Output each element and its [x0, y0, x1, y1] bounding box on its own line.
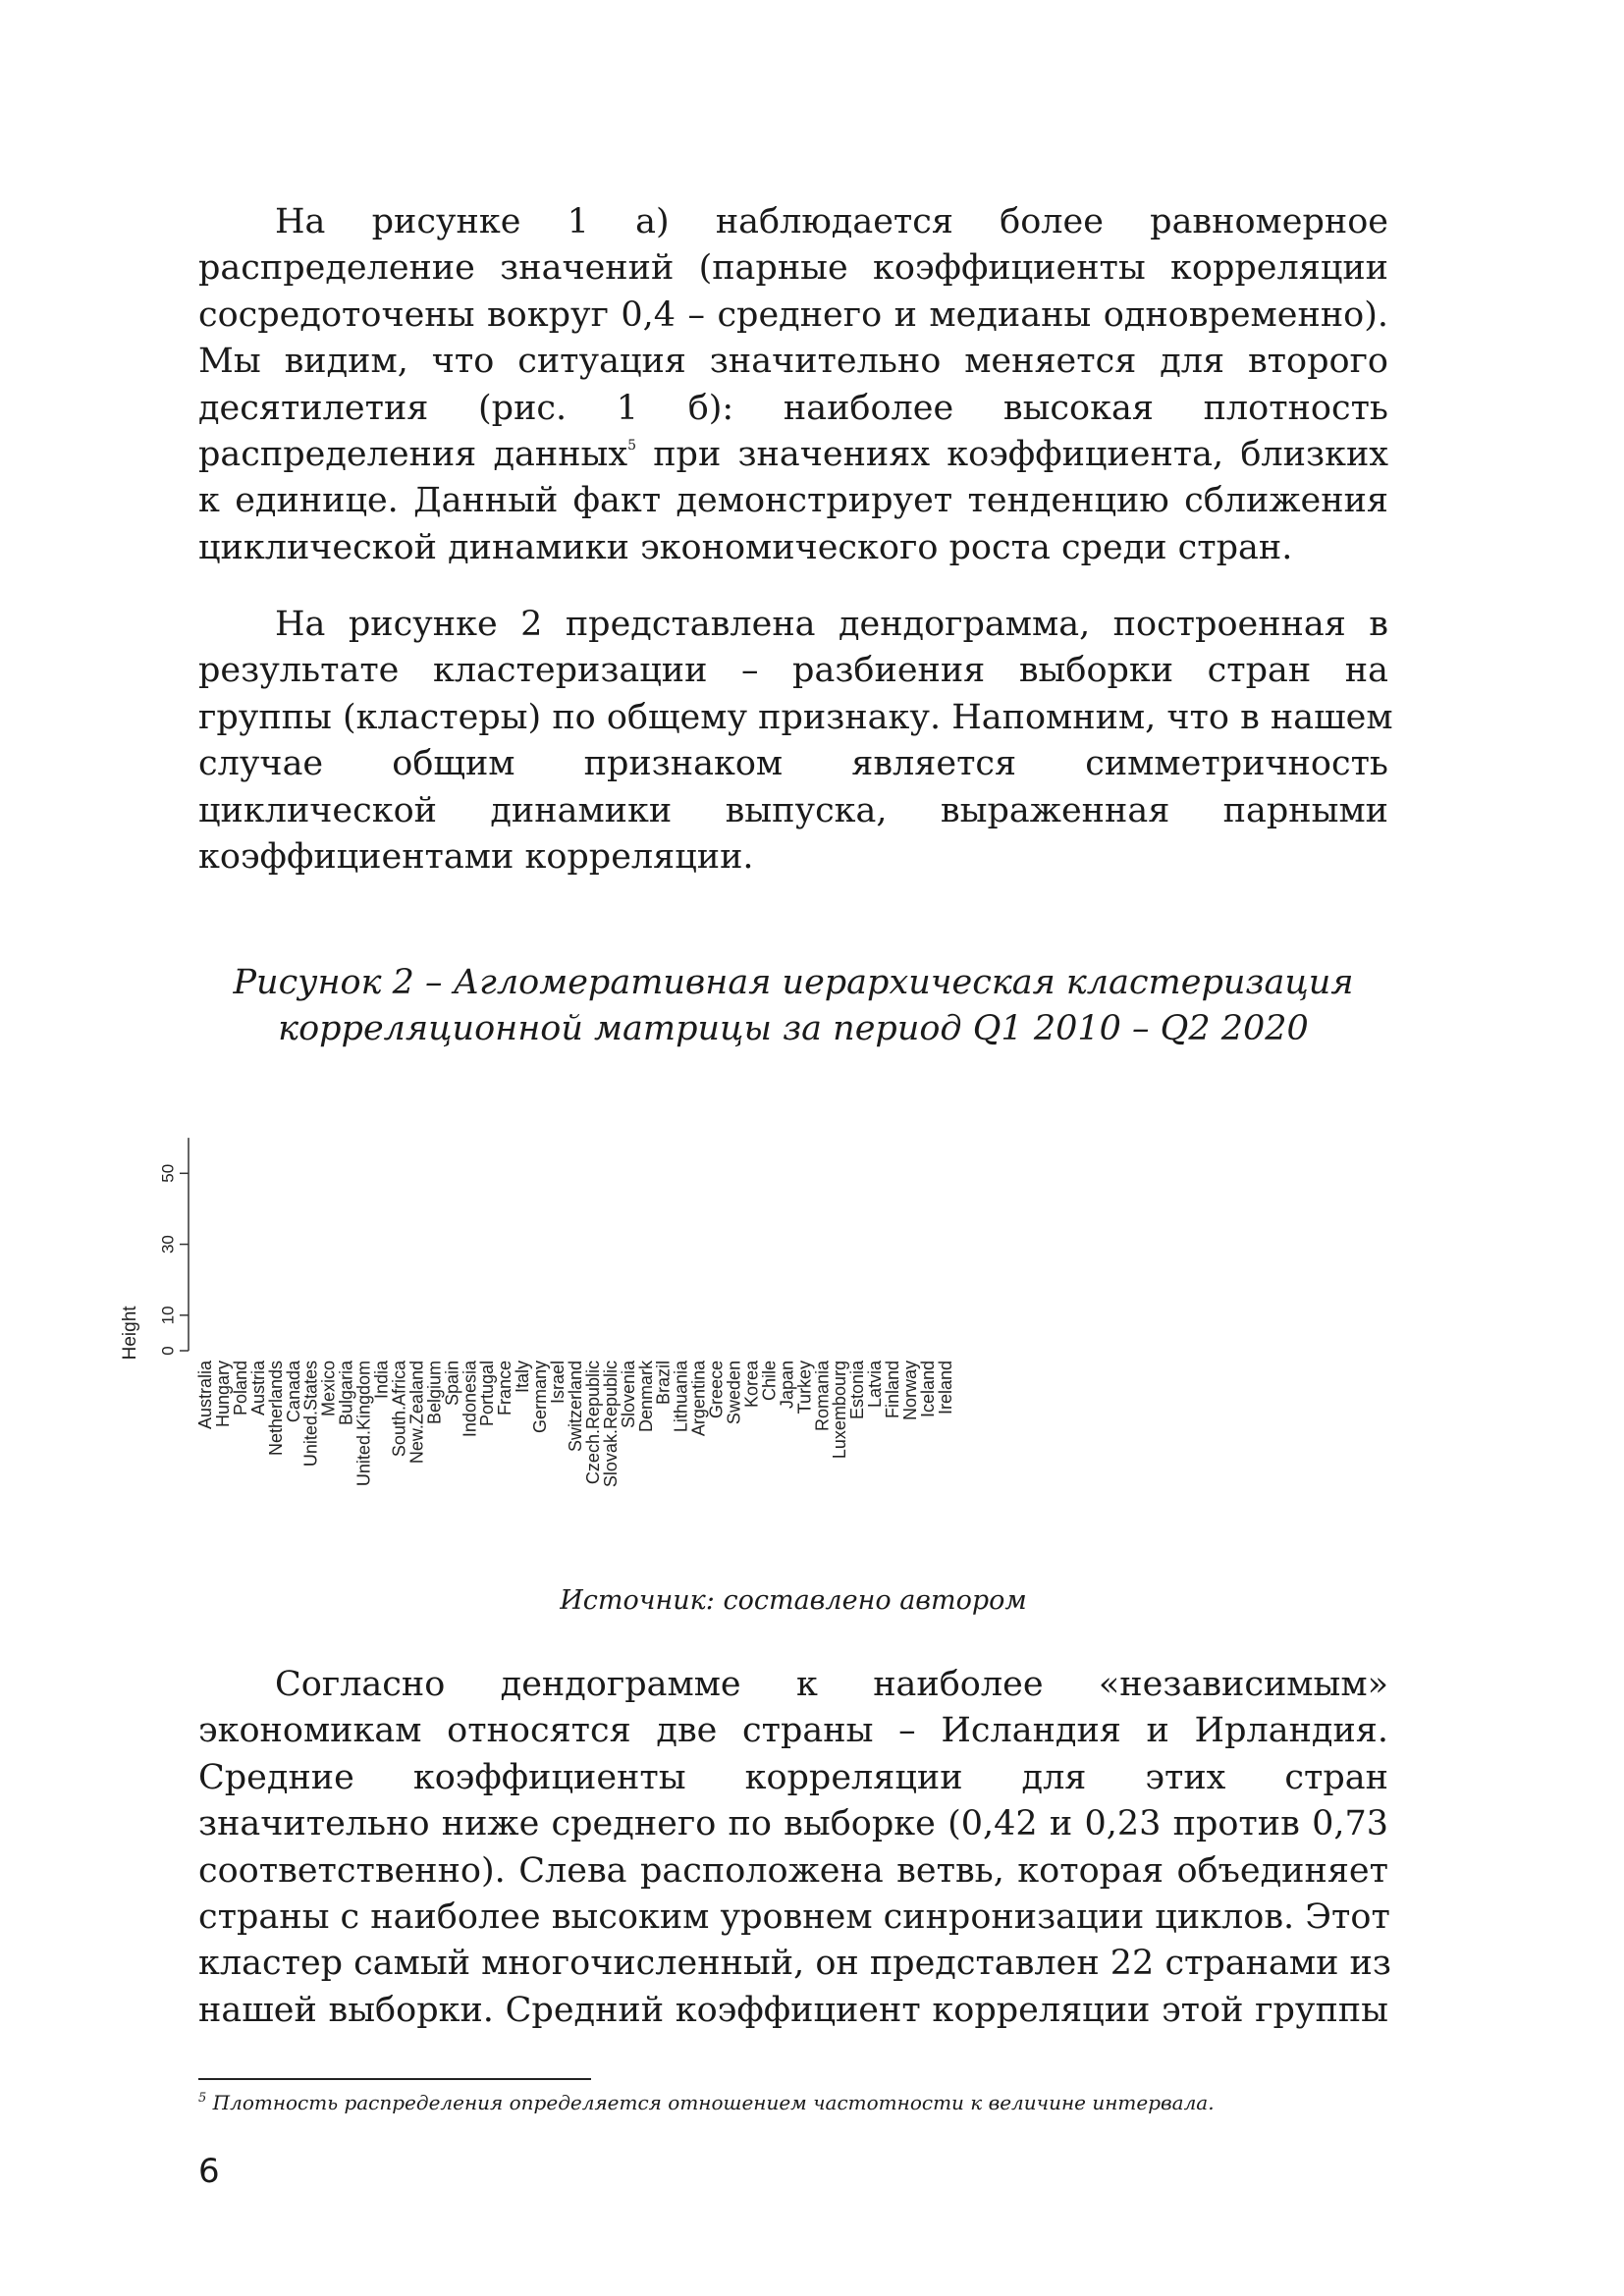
p3-line-8: нашей выборки. Средний коэффициент корреляции этой группы	[198, 1990, 1388, 2030]
footnote-divider	[198, 2078, 591, 2080]
leaf-label: Greece	[706, 1361, 727, 1419]
leaf-label: Mexico	[318, 1361, 339, 1417]
leaf-label: France	[495, 1361, 515, 1416]
leaf-label: Austria	[247, 1361, 268, 1416]
p2-line-5: циклической динамики выпуска, выраженная парными	[198, 790, 1388, 830]
leaf-label: Canada	[283, 1361, 303, 1423]
p1-line-5: десятилетия (рис. 1 б): наиболее высокая плотность	[198, 388, 1388, 428]
p2-line-3: группы (кластеры) по общему признаку. Напомним, что в нашем	[198, 697, 1393, 737]
page-number: 6	[198, 2152, 220, 2191]
leaf-label: New.Zealand	[406, 1361, 427, 1465]
p1-line-4: Мы видим, что ситуация значительно меняется для второго	[198, 342, 1388, 382]
leaf-label: Indonesia	[460, 1361, 480, 1438]
leaf-label: Belgium	[424, 1361, 445, 1425]
leaf-label: United.States	[300, 1361, 321, 1468]
p1-line-6-tail: при значениях коэффициента, близких	[636, 435, 1389, 475]
paragraph-3	[198, 1662, 1391, 2034]
p1-line-1: На рисунке 1 а) наблюдается более равномерное	[275, 202, 1388, 241]
leaf-label: Turkey	[794, 1361, 815, 1415]
p3-line-4: значительно ниже среднего по выборке (0,42 и 0,23 против 0,73	[198, 1804, 1388, 1844]
leaf-label: Norway	[900, 1361, 920, 1421]
paragraph-2	[198, 602, 1393, 881]
y-tick-label-30: 30	[158, 1235, 178, 1255]
p1-line-7: к единице. Данный факт демонстрирует тенденцию сближения	[198, 481, 1388, 521]
p1-line-6	[198, 432, 1388, 478]
dendrogram-chart	[120, 1104, 1414, 1536]
leaf-label: United.Kingdom	[353, 1361, 374, 1487]
leaf-label: Czech.Republic	[582, 1361, 603, 1485]
leaf-label: Denmark	[635, 1361, 656, 1433]
p3-line-1: Согласно дендограмме к наиболее «независимым»	[275, 1665, 1388, 1704]
figure-caption-line-2: корреляционной матрицы за период Q1 2010 – Q2 2020	[278, 1009, 1309, 1048]
y-tick-label-0: 0	[158, 1346, 178, 1356]
leaf-label: Finland	[883, 1361, 903, 1419]
y-tick-label-50: 50	[158, 1163, 178, 1183]
leaf-label: Slovenia	[618, 1361, 638, 1429]
leaf-label: Brazil	[653, 1361, 674, 1406]
p2-line-2: результате кластеризации – разбиения выборки стран на	[198, 651, 1388, 691]
footnote-reference: 5	[627, 438, 637, 454]
p2-line-1: На рисунке 2 представлена дендограмма, построенная в	[275, 605, 1388, 644]
leaf-label: Estonia	[847, 1361, 868, 1420]
footnote-mark: 5	[198, 2091, 207, 2106]
leaf-label: Australia	[195, 1361, 215, 1430]
leaf-label: South.Africa	[389, 1361, 409, 1458]
leaf-label: Bulgaria	[336, 1361, 356, 1426]
p2-line-4: случае общим признаком является симметричность	[198, 744, 1388, 784]
leaf-label: Portugal	[477, 1361, 498, 1427]
p1-line-8: циклической динамики экономического роста среди стран.	[198, 527, 1293, 567]
y-tick-label-10: 10	[158, 1306, 178, 1325]
leaf-label: Romania	[812, 1361, 833, 1432]
leaf-label: Israel	[548, 1361, 568, 1405]
p2-line-6: коэффициентами корреляции.	[198, 837, 754, 878]
paragraph-1	[198, 199, 1388, 571]
p3-line-5: соответственно). Слева расположена ветвь, которая объединяет	[198, 1850, 1388, 1891]
leaf-label: Iceland	[917, 1361, 938, 1418]
p3-line-6: страны с наиболее высоким уровнем синронизации циклов. Этот	[198, 1897, 1390, 1938]
p1-line-3: сосредоточены вокруг 0,4 – среднего и медианы одновременно).	[198, 294, 1388, 335]
p3-line-2: экономикам относятся две страны – Исландия и Ирландия.	[198, 1711, 1388, 1751]
leaf-label: Lithuania	[671, 1361, 691, 1433]
leaf-label: Netherlands	[265, 1361, 286, 1457]
leaf-label: Sweden	[724, 1361, 744, 1425]
p1-line-6-head: распределения данных	[198, 435, 628, 475]
figure-source: Источник: составлено автором	[560, 1585, 1027, 1616]
footnote	[198, 2091, 1215, 2114]
leaf-label: Chile	[759, 1361, 780, 1402]
leaf-label: Slovak.Republic	[600, 1361, 621, 1488]
footnote-text: Плотность распределения определяется отношением частотности к величине интервала.	[206, 2091, 1215, 2114]
p3-line-3: Средние коэффициенты корреляции для этих стран	[198, 1757, 1388, 1797]
leaf-label: Luxembourg	[830, 1361, 850, 1460]
leaf-label: Argentina	[688, 1361, 709, 1437]
leaf-label: Spain	[442, 1361, 462, 1407]
leaf-label: Switzerland	[565, 1361, 585, 1453]
leaf-label: Italy	[513, 1361, 533, 1394]
p1-line-2: распределение значений (парные коэффициенты корреляции	[198, 248, 1388, 289]
leaf-label: Japan	[777, 1361, 797, 1410]
leaf-label: Hungary	[212, 1361, 233, 1428]
p3-line-7: кластер самый многочисленный, он представлен 22 странами из	[198, 1944, 1391, 1984]
leaf-label: India	[371, 1361, 392, 1400]
leaf-label: Germany	[530, 1361, 551, 1434]
leaf-label: Ireland	[935, 1361, 955, 1415]
leaf-label: Korea	[741, 1361, 762, 1409]
figure-caption-line-1: Рисунок 2 – Агломеративная иерархическая кластеризация	[233, 963, 1354, 1002]
y-axis-label: Height	[120, 1306, 140, 1361]
leaf-label: Latvia	[865, 1361, 886, 1409]
leaf-label: Poland	[230, 1361, 250, 1416]
